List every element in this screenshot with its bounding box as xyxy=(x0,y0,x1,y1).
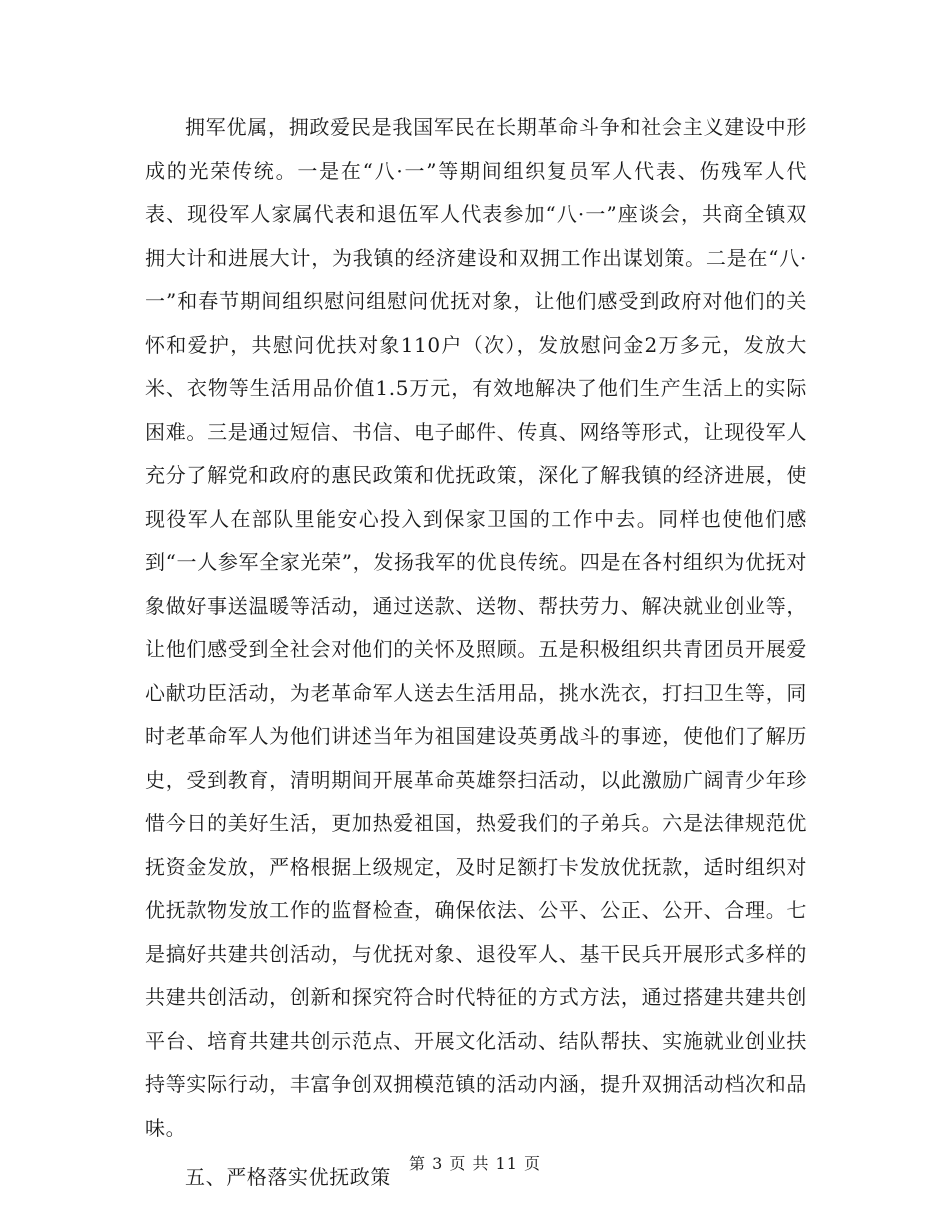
body-paragraph: 拥军优属，拥政爱民是我国军民在长期革命斗争和社会主义建设中形成的光荣传统。一是在“八·一”等期间组织复员军人代表、伤残军人代表、现役军人家属代表和退伍军人代表参加“八·一”座谈会，共商全镇双拥大计和进展大计，为我镇的经济建设和双拥工作出谋划策。二是在“八·一”和春节期间组织慰问组慰问优抚对象，让他们感受到政府对他们的关怀和爱护，共慰问优扶对象110户（次），发放慰问金2万多元，发放大米、衣物等生活用品价值1.5万元，有效地解决了他们生产生活上的实际困难。三是通过短信、书信、电子邮件、传真、网络等形式，让现役军人充分了解党和政府的惠民政策和优抚政策，深化了解我镇的经济进展，使现役军人在部队里能安心投入到保家卫国的工作中去。同样也使他们感到“一人参军全家光荣”，发扬我军的优良传统。四是在各村组织为优抚对象做好事送温暖等活动，通过送款、送物、帮扶劳力、解决就业创业等，让他们感受到全社会对他们的关怀及照顾。五是积极组织共青团员开展爱心献功臣活动，为老革命军人送去生活用品，挑水洗衣，打扫卫生等，同时老革命军人为他们讲述当年为祖国建设英勇战斗的事迹，使他们了解历史，受到教育，清明期间开展革命英雄祭扫活动，以此激励广阔青少年珍惜今日的美好生活，更加热爱祖国，热爱我们的子弟兵。六是法律规范优抚资金发放，严格根据上级规定，及时足额打卡发放优抚款，适时组织对优抚款物发放工作的监督检查，确保依法、公平、公正、公开、合理。七是搞好共建共创活动，与优抚对象、退役军人、基干民兵开展形式多样的共建共创活动，创新和探究符合时代特征的方式方法，通过搭建共建共创平台、培育共建共创示范点、开展文化活动、结队帮扶、实施就业创业扶持等实际行动，丰富争创双拥模范镇的活动内涵，提升双拥活动档次和品味。 xyxy=(145,115,807,1140)
page-footer: 第 3 页 共 11 页 xyxy=(409,1154,541,1173)
document-body xyxy=(145,106,807,1200)
section-heading: 五、严格落实优抚政策 xyxy=(185,1165,391,1189)
